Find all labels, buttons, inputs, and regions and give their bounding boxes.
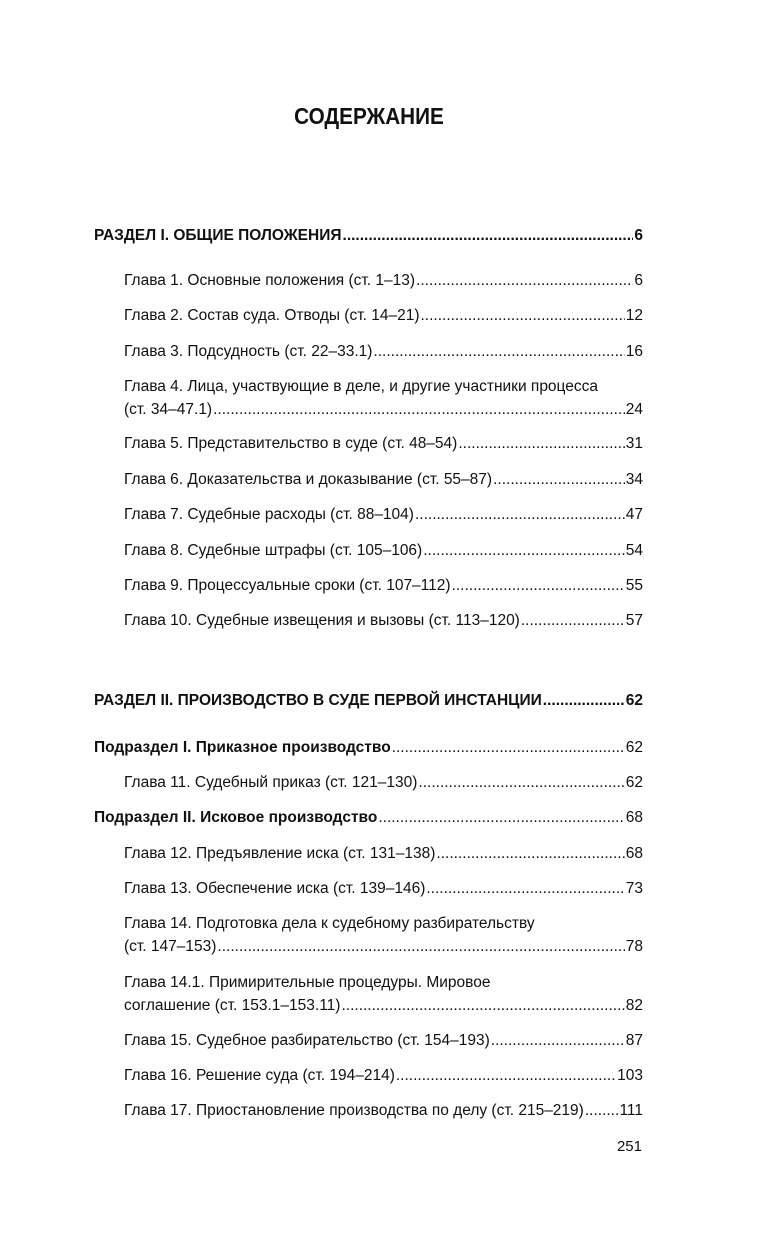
toc-entry-page: 73 [625, 880, 643, 897]
toc-entry-text: Глава 14.1. Примирительные процедуры. Мировое [124, 974, 491, 991]
toc-entry-text: Глава 4. Лица, участвующие в деле, и другие участники процесса [124, 378, 598, 395]
toc-entry-text: Глава 9. Процессуальные сроки (ст. 107–112) [124, 577, 451, 594]
toc-entry-text: РАЗДЕЛ I. ОБЩИЕ ПОЛОЖЕНИЯ [94, 227, 342, 244]
toc-chapter-16 [124, 1066, 643, 1085]
toc-entry-text: РАЗДЕЛ II. ПРОИЗВОДСТВО В СУДЕ ПЕРВОЙ ИНСТАНЦИИ [94, 692, 542, 709]
toc-chapter-14 [124, 914, 643, 956]
toc-entry-page: 16 [625, 343, 643, 360]
toc-chapter-2 [124, 306, 643, 325]
toc-entry-page: 62 [625, 739, 643, 756]
toc-subsection-1 [94, 738, 643, 757]
toc-leader [396, 1066, 616, 1085]
toc-leader [493, 470, 625, 489]
toc-leader [378, 808, 624, 827]
toc-chapter-8 [124, 541, 643, 560]
toc-entry-text: Глава 14. Подготовка дела к судебному разбирательству [124, 915, 535, 932]
toc-leader [392, 738, 625, 757]
toc-entry-page: 6 [634, 272, 643, 289]
toc-entry-text: Глава 13. Обеспечение иска (ст. 139–146) [124, 880, 426, 897]
toc-entry-page: 82 [625, 997, 643, 1014]
toc-leader [426, 879, 624, 898]
toc-chapter-7 [124, 505, 643, 524]
toc-chapter-12 [124, 844, 643, 863]
toc-entry-page: 24 [625, 401, 643, 418]
toc-section-2 [94, 691, 643, 710]
toc-chapter-14-1 [124, 973, 643, 1015]
toc-entry-page: 57 [625, 612, 643, 629]
toc-leader [436, 844, 624, 863]
toc-entry-text: Подраздел I. Приказное производство [94, 739, 391, 756]
toc-entry-page: 12 [625, 307, 643, 324]
toc-entry-page: 55 [625, 577, 643, 594]
toc-entry-page: 103 [617, 1067, 643, 1084]
toc-entry-text: Глава 16. Решение суда (ст. 194–214) [124, 1067, 395, 1084]
toc-leader [217, 937, 624, 956]
toc-leader [418, 773, 624, 792]
toc-entry-text: Глава 17. Приостановление производства по делу (ст. 215–219) [124, 1102, 584, 1119]
toc-entry-text-cont: (ст. 34–47.1) [124, 401, 213, 418]
toc-chapter-10 [124, 611, 643, 630]
toc-chapter-15 [124, 1031, 643, 1050]
toc-entry-page: 31 [625, 435, 643, 452]
toc-entry-page: 68 [625, 809, 643, 826]
page-title: СОДЕРЖАНИЕ [294, 103, 444, 129]
toc-leader [521, 611, 625, 630]
toc-entry-text: Глава 8. Судебные штрафы (ст. 105–106) [124, 542, 423, 559]
toc-chapter-3 [124, 342, 643, 361]
toc-leader [373, 342, 624, 361]
toc-entry-text: Глава 10. Судебные извещения и вызовы (ст. 113–120) [124, 612, 520, 629]
toc-leader [458, 434, 624, 453]
toc-entry-text: Глава 7. Судебные расходы (ст. 88–104) [124, 506, 414, 523]
toc-chapter-1 [124, 271, 643, 290]
toc-leader [423, 541, 625, 560]
toc-entry-page: 47 [625, 506, 643, 523]
toc-entry-text: Глава 2. Состав суда. Отводы (ст. 14–21) [124, 307, 420, 324]
toc-chapter-11 [124, 773, 643, 792]
toc-entry-page: 68 [625, 845, 643, 862]
toc-entry-text: Глава 1. Основные положения (ст. 1–13) [124, 272, 416, 289]
toc-leader [415, 505, 625, 524]
toc-leader [343, 226, 634, 245]
toc-entry-text: Глава 15. Судебное разбирательство (ст. 154–193) [124, 1032, 490, 1049]
toc-chapter-9 [124, 576, 643, 595]
toc-entry-text: Глава 6. Доказательства и доказывание (ст. 55–87) [124, 471, 493, 488]
toc-section-1 [94, 226, 643, 245]
toc-entry-text: Глава 11. Судебный приказ (ст. 121–130) [124, 774, 418, 791]
toc-entry-page: 34 [625, 471, 643, 488]
toc-leader [213, 400, 625, 419]
toc-entry-text: Глава 3. Подсудность (ст. 22–33.1) [124, 343, 373, 360]
toc-entry-page: 111 [619, 1102, 643, 1119]
toc-leader [585, 1101, 619, 1120]
toc-entry-text: Глава 12. Предъявление иска (ст. 131–138) [124, 845, 436, 862]
toc-leader [416, 271, 633, 290]
toc-entry-text: Подраздел II. Исковое производство [94, 809, 378, 826]
toc-chapter-5 [124, 434, 643, 453]
toc-leader [491, 1031, 625, 1050]
toc-chapter-6 [124, 470, 643, 489]
toc-entry-page: 62 [625, 692, 643, 709]
toc-chapter-13 [124, 879, 643, 898]
toc-entry-page: 6 [634, 227, 643, 244]
toc-entry-text-cont: соглашение (ст. 153.1–153.11) [124, 997, 341, 1014]
toc-subsection-2 [94, 808, 643, 827]
toc-leader [341, 996, 624, 1015]
toc-chapter-4 [124, 377, 643, 419]
toc-entry-page: 62 [625, 774, 643, 791]
toc-entry-text-cont: (ст. 147–153) [124, 938, 217, 955]
toc-entry-page: 54 [625, 542, 643, 559]
toc-leader [452, 576, 625, 595]
toc-leader [543, 691, 625, 710]
toc-chapter-17 [124, 1101, 643, 1120]
toc-entry-page: 87 [625, 1032, 643, 1049]
toc-entry-text: Глава 5. Представительство в суде (ст. 48–54) [124, 435, 458, 452]
toc-entry-page: 78 [625, 938, 643, 955]
toc-leader [420, 306, 624, 325]
page-number: 251 [616, 1138, 642, 1155]
